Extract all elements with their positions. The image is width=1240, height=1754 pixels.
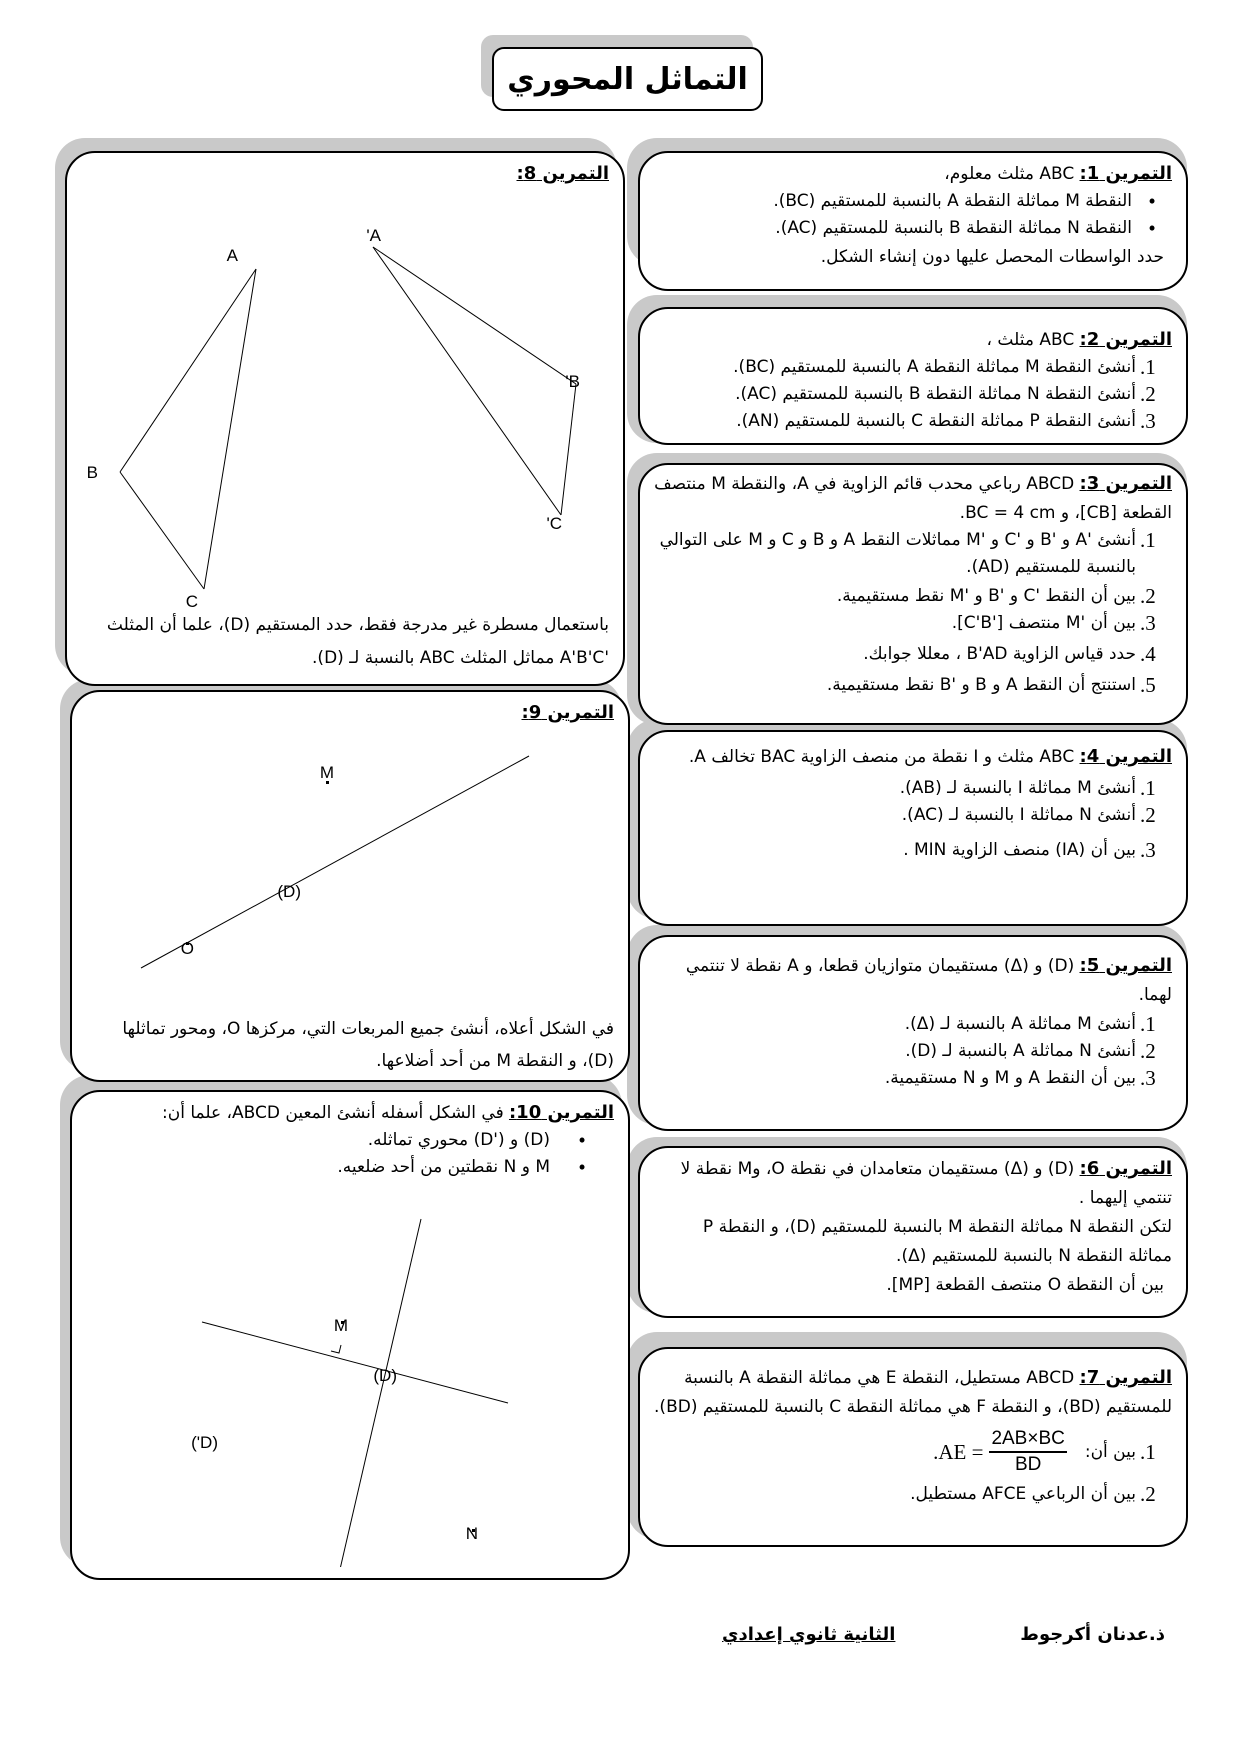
exercise-8-card: التمرين 8: A B C A' B' C' باستعمال مسطرة غير مدرجة فقط، حدد المستقيم (D)، علما أن المثلث 'A'B'C مماثل المثلث ABC بالنسبة لـ (D).: [65, 151, 625, 686]
footer-author: ذ.عدنان أكرجوط: [1020, 1624, 1165, 1645]
exercise-7-card: التمرين 7: ABCD مستطيل، النقطة E هي مماثلة النقطة A بالنسبة للمستقيم (BD)، و النقطة F هي مماثلة النقطة C بالنسبة للمستقيم (BD). 1. بين أن: .AE = $\frac{2AB\times BC}{BD}$ 2. بين أن الرباعي AFCE مستطيل.: [638, 1347, 1188, 1547]
point-label: A': [366, 226, 381, 245]
page-title: التماثل المحوري: [492, 47, 763, 111]
figure-triangles: [67, 193, 623, 613]
formula: .AE = $\frac{2AB\times BC}{BD}$: [933, 1428, 1065, 1475]
line-label: (D): [277, 882, 301, 901]
point-label: C: [185, 592, 198, 611]
figure-two-axes: [72, 1207, 628, 1567]
point-label: C': [546, 514, 562, 533]
point-label: N: [465, 1524, 478, 1543]
line-label: (D): [373, 1366, 397, 1385]
point-label: O: [180, 939, 194, 958]
exercise-6-card: التمرين 6: (D) و (Δ) مستقيمان متعامدان في نقطة O، وM نقطة لا تنتمي إليهما . لتكن النقطة N مماثلة النقطة M بالنسبة للمستقيم (D)، و النقطة P مماثلة النقطة N بالنسبة للمستقيم (Δ). بين أن النقطة O منتصف القطعة [MP].: [638, 1146, 1188, 1318]
exercise-4-card: التمرين 4: ABC مثلث و I نقطة من منصف الزاوية BAC تخالف A. 1. أنشئ M مماثلة I بالنسبة لـ (AB). 2. أنشئ N مماثلة I بالنسبة لـ (AC). 3. بين أن (IA) منصف الزاوية MIN .: [638, 730, 1188, 926]
exercise-5-card: التمرين 5: (D) و (Δ) مستقيمان متوازيان قطعا، و A نقطة لا تنتمي لهما. 1. أنشئ M مماثلة A بالنسبة لـ (Δ). 2. أنشئ N مماثلة A بالنسبة لـ (D). 3. بين أن النقط A و M و N مستقيمية.: [638, 935, 1188, 1131]
exercise-9-card: التمرين 9: M (D) O في الشكل أعلاه، أنشئ جميع المربعات التي، مركزها O، ومحور تماثلها (D)، و النقطة M من أحد أضلاعها.: [70, 690, 630, 1082]
point-label: M: [333, 1316, 348, 1335]
exercise-10-card: التمرين 10: في الشكل أسفله أنشئ المعين ABCD، علما أن: • (D) و ('D) محوري تماثله. • M و N نقطتين من أحد ضلعيه. M (D) (D') N: [70, 1090, 630, 1580]
line-label: (D'): [191, 1433, 218, 1452]
point-label: B': [565, 372, 580, 391]
exercise-2-card: التمرين 2: ABC مثلث ، 1. أنشئ النقطة M مماثلة النقطة A بالنسبة للمستقيم (BC). 2. أنشئ النقطة N مماثلة النقطة B بالنسبة للمستقيم (AC). 3. أنشئ النقطة P مماثلة النقطة C بالنسبة للمستقيم (AN).: [638, 307, 1188, 445]
exercise-3-card: التمرين 3: ABCD رباعي محدب قائم الزاوية في A، والنقطة M منتصف القطعة [CB]، و BC = 4 cm. 1. أنشئ 'A و 'B و 'C و 'M مماثلات النقط A و B و C و M على التوالي بالنسبة للمستقيم (AD). 2. بين أن النقط 'C و 'B و 'M نقط مستقيمية. 3. بين أن 'M منتصف ['C'B]. 4. حدد قياس الزاوية B'AD ، معللا جوابك. 5. استنتج أن النقط A و B و 'B نقط مستقيمية.: [638, 463, 1188, 725]
point-label: M: [319, 763, 334, 782]
point-label: B: [86, 463, 98, 482]
point-label: A: [226, 246, 238, 265]
footer-level: الثانية ثانوي إعدادي: [722, 1624, 896, 1645]
exercise-1-card: التمرين 1: ABC مثلث معلوم، • النقطة M مماثلة النقطة A بالنسبة للمستقيم (BC). • النقطة N مماثلة النقطة B بالنسبة للمستقيم (AC). حدد الواسطات المحصل عليها دون إنشاء الشكل.: [638, 151, 1188, 291]
figure-line-d: [72, 732, 628, 992]
